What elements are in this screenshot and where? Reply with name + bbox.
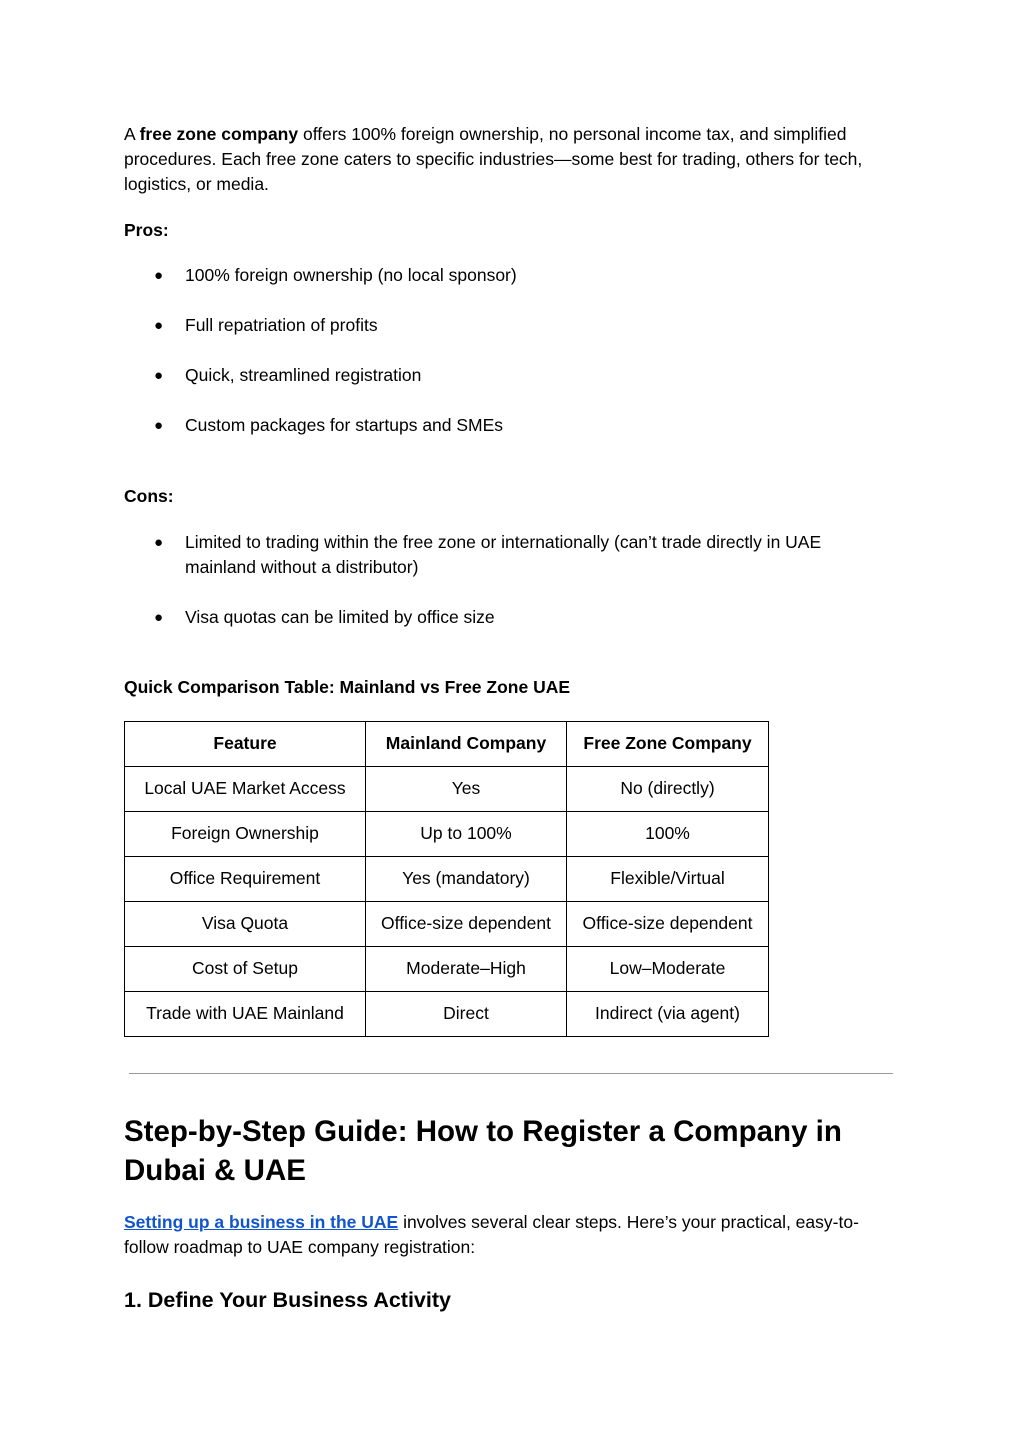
setup-business-link[interactable]: Setting up a business in the UAE	[124, 1212, 399, 1232]
table-cell: Foreign Ownership	[125, 812, 366, 857]
list-item	[124, 605, 894, 630]
table-row	[125, 767, 769, 812]
guide-intro-paragraph	[124, 1210, 894, 1260]
pros-label: Pros:	[124, 220, 169, 240]
bullet-icon: ●	[154, 534, 164, 551]
list-item	[124, 413, 894, 438]
table-cell: Up to 100%	[366, 812, 567, 857]
list-item-text: Limited to trading within the free zone or internationally (can’t trade directly in UAE mainland without a distributor)	[185, 532, 822, 577]
list-item	[124, 363, 894, 388]
table-row	[125, 992, 769, 1037]
table-cell: Trade with UAE Mainland	[125, 992, 366, 1037]
list-item	[124, 530, 894, 580]
intro-rest: offers 100% foreign ownership, no personal income tax, and simplified procedures. Each free zone caters to specific industries—some best for trading, others for tech, logistics, or media.	[124, 124, 863, 194]
cons-list	[124, 530, 894, 655]
table-cell: Yes	[366, 767, 567, 812]
list-item-text: Quick, streamlined registration	[185, 365, 422, 385]
list-item	[124, 263, 894, 288]
table-header-cell: Mainland Company	[366, 722, 567, 767]
table-row	[125, 812, 769, 857]
table-cell: Local UAE Market Access	[125, 767, 366, 812]
list-item-text: 100% foreign ownership (no local sponsor)	[185, 265, 517, 285]
comparison-table	[124, 721, 769, 1037]
guide-intro-rest: involves several clear steps. Here’s your practical, easy-to-follow roadmap to UAE company registration:	[124, 1212, 859, 1257]
intro-paragraph	[124, 122, 894, 197]
intro-prefix: A	[124, 124, 140, 144]
table-cell: Cost of Setup	[125, 947, 366, 992]
table-row	[125, 902, 769, 947]
horizontal-divider	[129, 1073, 893, 1074]
list-item-text: Visa quotas can be limited by office size	[185, 607, 495, 627]
table-cell: Indirect (via agent)	[567, 992, 769, 1037]
bullet-icon: ●	[154, 367, 164, 384]
list-item	[124, 313, 894, 338]
intro-bold-term: free zone company	[139, 124, 299, 144]
comparison-table-title: Quick Comparison Table: Mainland vs Free Zone UAE	[124, 677, 571, 697]
section-heading: Step-by-Step Guide: How to Register a Company in Dubai & UAE	[124, 1115, 842, 1187]
table-cell: Visa Quota	[125, 902, 366, 947]
step-heading: 1. Define Your Business Activity	[124, 1288, 451, 1312]
table-cell: Yes (mandatory)	[366, 857, 567, 902]
list-item-text: Full repatriation of profits	[185, 315, 378, 335]
table-cell: Office-size dependent	[567, 902, 769, 947]
bullet-icon: ●	[154, 317, 164, 334]
table-cell: Flexible/Virtual	[567, 857, 769, 902]
table-cell: Direct	[366, 992, 567, 1037]
cons-label: Cons:	[124, 486, 174, 506]
table-cell: Moderate–High	[366, 947, 567, 992]
table-row	[125, 857, 769, 902]
table-row	[125, 947, 769, 992]
pros-list	[124, 263, 894, 463]
bullet-icon: ●	[154, 267, 164, 284]
bullet-icon: ●	[154, 609, 164, 626]
table-cell: Office-size dependent	[366, 902, 567, 947]
bullet-icon: ●	[154, 417, 164, 434]
table-header-cell: Free Zone Company	[567, 722, 769, 767]
table-header-cell: Feature	[125, 722, 366, 767]
table-cell: 100%	[567, 812, 769, 857]
table-cell: Office Requirement	[125, 857, 366, 902]
table-header-row	[125, 722, 769, 767]
table-cell: No (directly)	[567, 767, 769, 812]
list-item-text: Custom packages for startups and SMEs	[185, 415, 504, 435]
table-cell: Low–Moderate	[567, 947, 769, 992]
